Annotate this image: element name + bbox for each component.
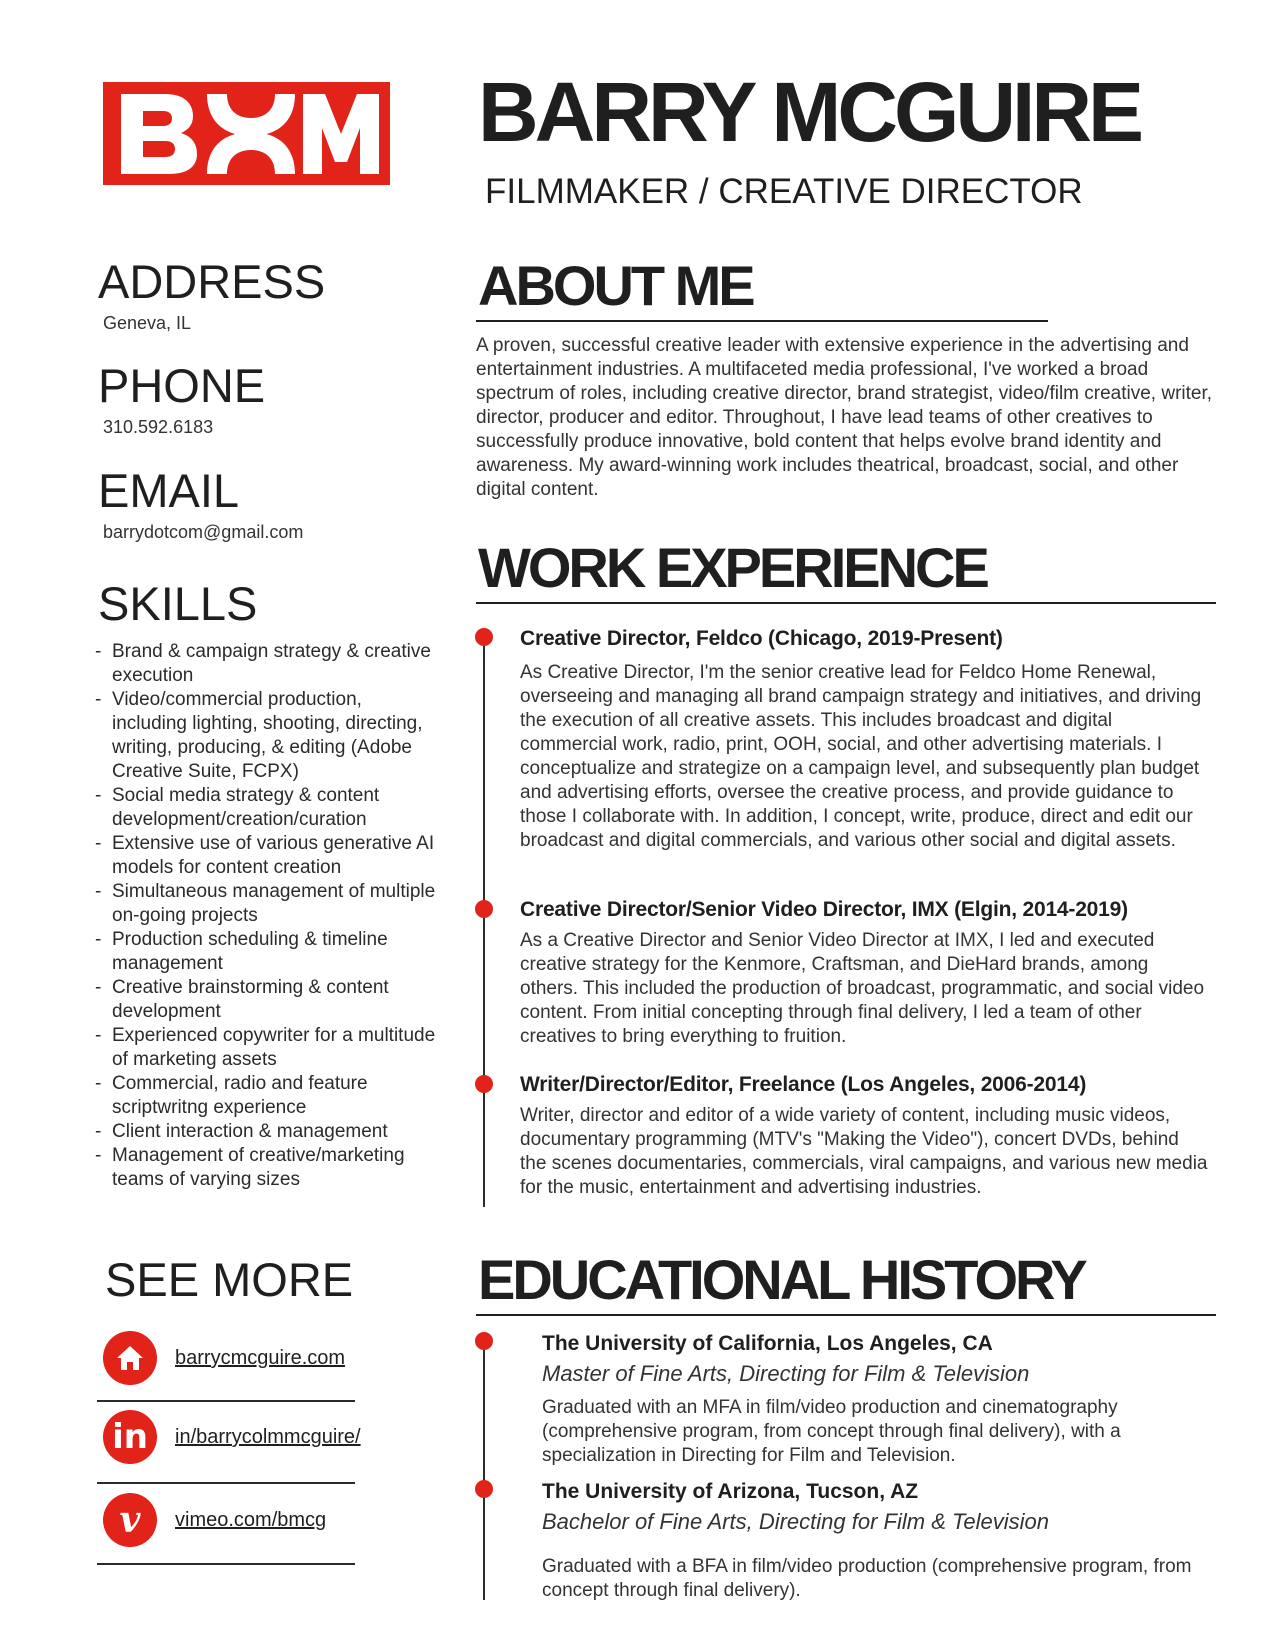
email-value: barrydotcom@gmail.com <box>103 522 304 542</box>
phone-value: 310.592.6183 <box>103 417 214 437</box>
linkedin-link[interactable]: in/barrycolmmcguire/ <box>175 1426 361 1448</box>
job-description: As a Creative Director and Senior Video Director at IMX, I led and executed creative strategy for the Kenmore, Craftsman, and DieHard brands, among others. This included the production of broadcast, programmatic, and social video content. From initial concepting through final delivery, I led a team of other creatives to bring everything to fruition. <box>520 930 1205 1047</box>
job-title: Creative Director, Feldco (Chicago, 2019-Present) <box>520 627 1003 650</box>
website-link[interactable]: barrycmcguire.com <box>175 1347 346 1369</box>
timeline-dot <box>475 1480 493 1498</box>
work-rule <box>476 602 1216 604</box>
timeline-dot <box>475 628 493 646</box>
home-icon <box>103 1331 157 1385</box>
job-title: Writer/Director/Editor, Freelance (Los Angeles, 2006-2014) <box>520 1073 1087 1096</box>
skill-item: - Creative brainstorming & content development <box>92 976 442 1024</box>
school-name: The University of Arizona, Tucson, AZ <box>542 1480 919 1503</box>
logo <box>103 82 390 185</box>
skills-heading: SKILLS <box>98 577 258 630</box>
phone-heading: PHONE <box>98 359 266 412</box>
vimeo-link-row[interactable] <box>103 1493 403 1553</box>
work-timeline <box>483 637 485 1207</box>
timeline-dot <box>475 1075 493 1093</box>
about-heading: ABOUT ME <box>478 254 753 317</box>
skill-item: - Brand & campaign strategy & creative execution <box>92 640 442 688</box>
email-heading: EMAIL <box>98 464 240 517</box>
school-name: The University of California, Los Angeles, CA <box>542 1332 993 1355</box>
skill-item: - Simultaneous management of multiple on-going projects <box>92 880 442 928</box>
website-link-row[interactable] <box>103 1331 403 1391</box>
about-rule <box>476 320 1048 322</box>
job-tagline: FILMMAKER / CREATIVE DIRECTOR <box>485 172 1083 211</box>
skill-item: - Extensive use of various generative AI models for content creation <box>92 832 442 880</box>
vimeo-link[interactable]: vimeo.com/bmcg <box>175 1509 327 1531</box>
address-heading: ADDRESS <box>98 255 326 308</box>
skill-item: - Social media strategy & content development/creation/curation <box>92 784 442 832</box>
job-description: As Creative Director, I'm the senior creative lead for Feldco Home Renewal, overseeing and managing all brand campaign strategy and initiatives, and driving the execution of all creative assets. This includes broadcast and digital commercial work, radio, print, OOH, social, and other advertising materials. I conceptualize and strategize on a campaign level, and subsequently plan budget and advertising efforts, oversee the creative process, and provide guidance to those I collaborate with. In addition, I concept, write, produce, direct and edit our broadcast and digital commercials, and various other social and digital assets. <box>520 662 1202 851</box>
logo-mark <box>103 82 390 185</box>
divider <box>97 1482 355 1484</box>
skill-item: - Client interaction & management <box>92 1120 442 1144</box>
job-title: Creative Director/Senior Video Director, IMX (Elgin, 2014-2019) <box>520 898 1128 921</box>
skill-item: - Commercial, radio and feature scriptwritng experience <box>92 1072 442 1120</box>
full-name: BARRY MCGUIRE <box>478 65 1141 159</box>
education-rule <box>476 1314 1216 1316</box>
divider <box>97 1563 355 1565</box>
timeline-dot <box>475 1332 493 1350</box>
skill-item: - Experienced copywriter for a multitude of marketing assets <box>92 1024 442 1072</box>
education-timeline <box>483 1338 485 1600</box>
divider <box>97 1400 355 1402</box>
timeline-dot <box>475 900 493 918</box>
vimeo-icon: v <box>103 1493 157 1547</box>
see-more-heading: SEE MORE <box>105 1253 354 1306</box>
skill-item: - Management of creative/marketing teams of varying sizes <box>92 1144 442 1192</box>
degree: Bachelor of Fine Arts, Directing for Film & Television <box>542 1509 1049 1534</box>
linkedin-link-row[interactable] <box>103 1410 403 1470</box>
education-heading: EDUCATIONAL HISTORY <box>478 1248 1085 1311</box>
about-text: A proven, successful creative leader with extensive experience in the advertising and entertainment industries. A multifaceted media professional, I've worked a broad spectrum of roles, including creative director, brand strategist, video/film creative, writer, director, producer and editor. Throughout, I have lead teams of other creatives to successfully produce innovative, bold content that helps evolve brand identity and awareness. My award-winning work includes theatrical, broadcast, social, and other digital content. <box>476 335 1213 500</box>
work-heading: WORK EXPERIENCE <box>478 536 987 599</box>
skills-list <box>92 640 442 1192</box>
job-description: Writer, director and editor of a wide variety of content, including music videos, documentary programming (MTV's "Making the Video"), concert DVDs, behind the scenes documentaries, commercials, viral campaigns, and various new media for the music, entertainment and advertising industries. <box>520 1105 1208 1198</box>
degree: Master of Fine Arts, Directing for Film & Television <box>542 1361 1030 1386</box>
skill-item: - Video/commercial production, including lighting, shooting, directing, writing, producing, & editing (Adobe Creative Suite, FCPX) <box>92 688 442 784</box>
linkedin-icon: in <box>103 1410 157 1464</box>
skill-item: - Production scheduling & timeline management <box>92 928 442 976</box>
address-value: Geneva, IL <box>103 313 192 333</box>
school-description: Graduated with a BFA in film/video production (comprehensive program, from concept through final delivery). <box>542 1556 1192 1601</box>
school-description: Graduated with an MFA in film/video production and cinematography (comprehensive program, from concept through final delivery), with a specialization in Directing for Film and Television. <box>542 1397 1121 1466</box>
